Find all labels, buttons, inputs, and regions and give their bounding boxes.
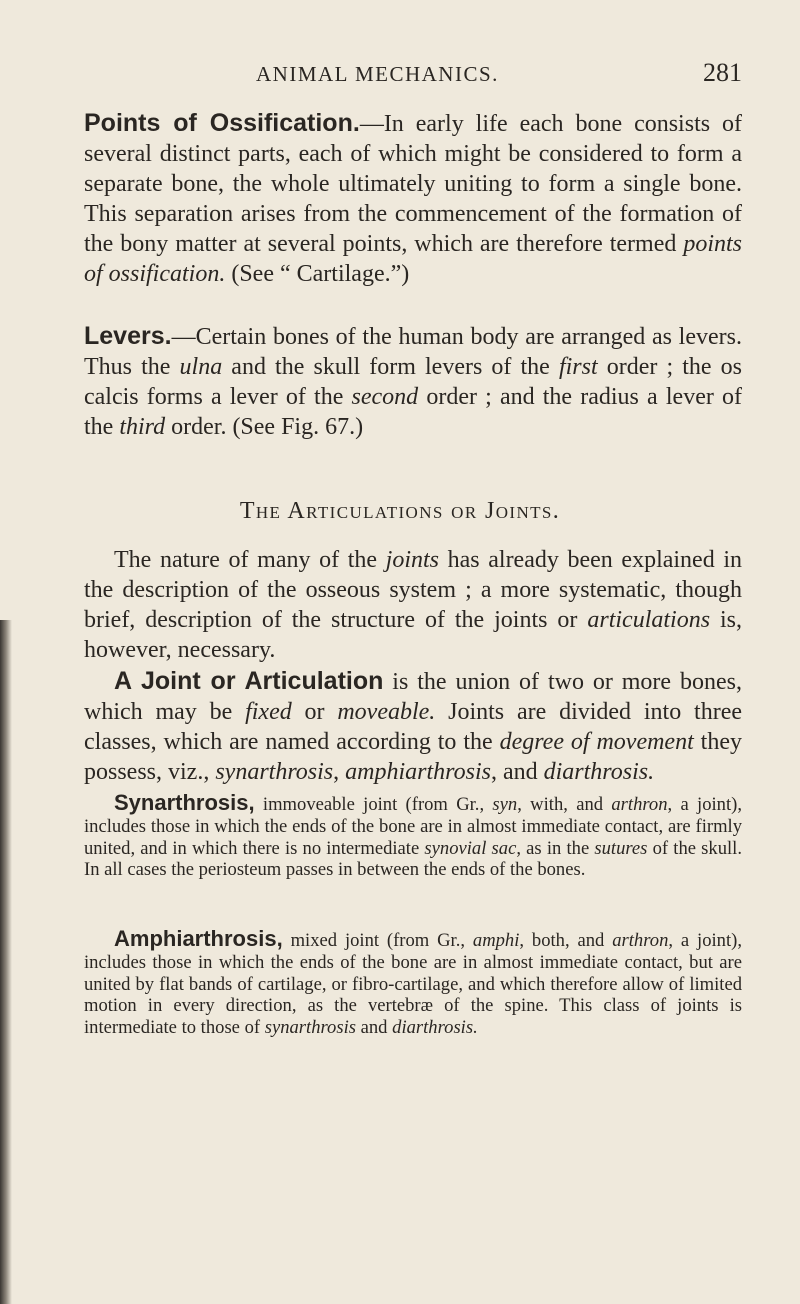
italic-text: diarthrosis. xyxy=(543,759,655,786)
paragraph-nature xyxy=(84,545,742,665)
text: order ; and the radius a lever of the xyxy=(84,384,742,441)
text: and the skull form levers of the xyxy=(222,354,559,381)
italic-text: diarthrosis. xyxy=(392,1017,478,1039)
text: order ; the os calcis forms a lever of the xyxy=(84,354,742,411)
text: and xyxy=(355,1017,393,1039)
italic-text: synarthrosis xyxy=(264,1017,356,1039)
text: , as in the xyxy=(516,837,595,859)
text: (See “ Cartilage.”) xyxy=(225,261,410,288)
paragraph-amphiarthrosis xyxy=(84,928,742,1039)
italic-text: degree of movement xyxy=(499,729,694,756)
text: has already been explained in the description of the osseous system ; a more systematic, though brief, description of the structure of the joints or xyxy=(84,547,742,634)
text: , with, and xyxy=(517,794,612,815)
italic-text: fixed xyxy=(245,699,292,726)
italic-text: third xyxy=(119,414,166,441)
running-head xyxy=(84,58,742,92)
paragraph-joint xyxy=(84,666,742,787)
term-levers: Levers. xyxy=(84,322,172,350)
italic-text: synovial sac xyxy=(424,837,517,859)
italic-text: joints xyxy=(385,547,439,573)
text: — xyxy=(171,324,196,350)
text: or xyxy=(291,699,338,726)
text: order. (See Fig. 67.) xyxy=(165,414,364,441)
italic-text: amphiarthrosis xyxy=(345,759,491,786)
paragraph-ossification xyxy=(84,108,742,290)
italic-text: syn xyxy=(492,794,518,815)
page-number: 281 xyxy=(703,58,742,87)
text: , xyxy=(333,759,346,786)
term-joint: A Joint or Articulation xyxy=(114,667,384,695)
text: is, however, necessary. xyxy=(84,607,742,664)
italic-text: ulna xyxy=(179,354,223,381)
italic-text: points of ossification. xyxy=(84,231,742,288)
text: , a joint), includes those in which the ends of the bone are in almost immediate contact, but are united by flat bands of cartilage, or fibro-cartilage, and which therefore allow of limited motion in every direction, as the vertebræ of the spine. This class of joints is intermediate to those of xyxy=(84,930,742,1039)
paragraph-synarthrosis xyxy=(84,792,742,881)
italic-text: first xyxy=(558,354,598,381)
text: immoveable joint (from Gr., xyxy=(254,794,493,815)
text: Certain bones of the human body are arranged as levers. Thus the xyxy=(84,324,742,381)
italic-text: synarthrosis xyxy=(215,759,334,786)
italic-text: moveable. xyxy=(337,699,436,726)
section-heading: The Articulations or Joints. xyxy=(239,498,561,524)
running-head-title: ANIMAL MECHANICS. xyxy=(256,62,499,86)
text: Joints are divided into three classes, which are named according to the xyxy=(84,699,742,756)
text: — xyxy=(359,111,384,137)
term-ossification: Points of Ossification. xyxy=(84,109,360,137)
text: , both, and xyxy=(519,930,613,951)
italic-text: arthron xyxy=(611,794,668,815)
binding-shadow xyxy=(0,620,12,1304)
term-synarthrosis: Synarthrosis, xyxy=(114,790,255,815)
text: In early life each bone consists of several distinct parts, each of which might be considered to form a separate bone, the whole ultimately uniting to form a single bone. This separation arises from the commencement of the formation of the bony matter at several points, which are therefore termed xyxy=(84,111,743,258)
term-amphiarthrosis: Amphiarthrosis, xyxy=(114,926,283,951)
paragraph-levers xyxy=(84,321,742,442)
text: is the union of two or more bones, which may be xyxy=(84,669,742,726)
text: The nature of many of the xyxy=(114,547,386,573)
text: mixed joint (from Gr., xyxy=(282,930,473,951)
italic-text: arthron xyxy=(612,930,669,951)
text: they possess, viz., xyxy=(84,729,742,786)
text: of the skull. In all cases the periosteum passes in between the ends of the bones. xyxy=(84,837,742,881)
italic-text: sutures xyxy=(594,837,648,859)
text: , and xyxy=(490,759,544,786)
italic-text: second xyxy=(351,384,419,411)
text: , a joint), includes those in which the ends of the bone are in almost immediate contact, are firmly united, and in which there is no intermediate xyxy=(84,794,742,859)
italic-text: articulations xyxy=(587,607,711,634)
italic-text: amphi xyxy=(472,930,520,951)
